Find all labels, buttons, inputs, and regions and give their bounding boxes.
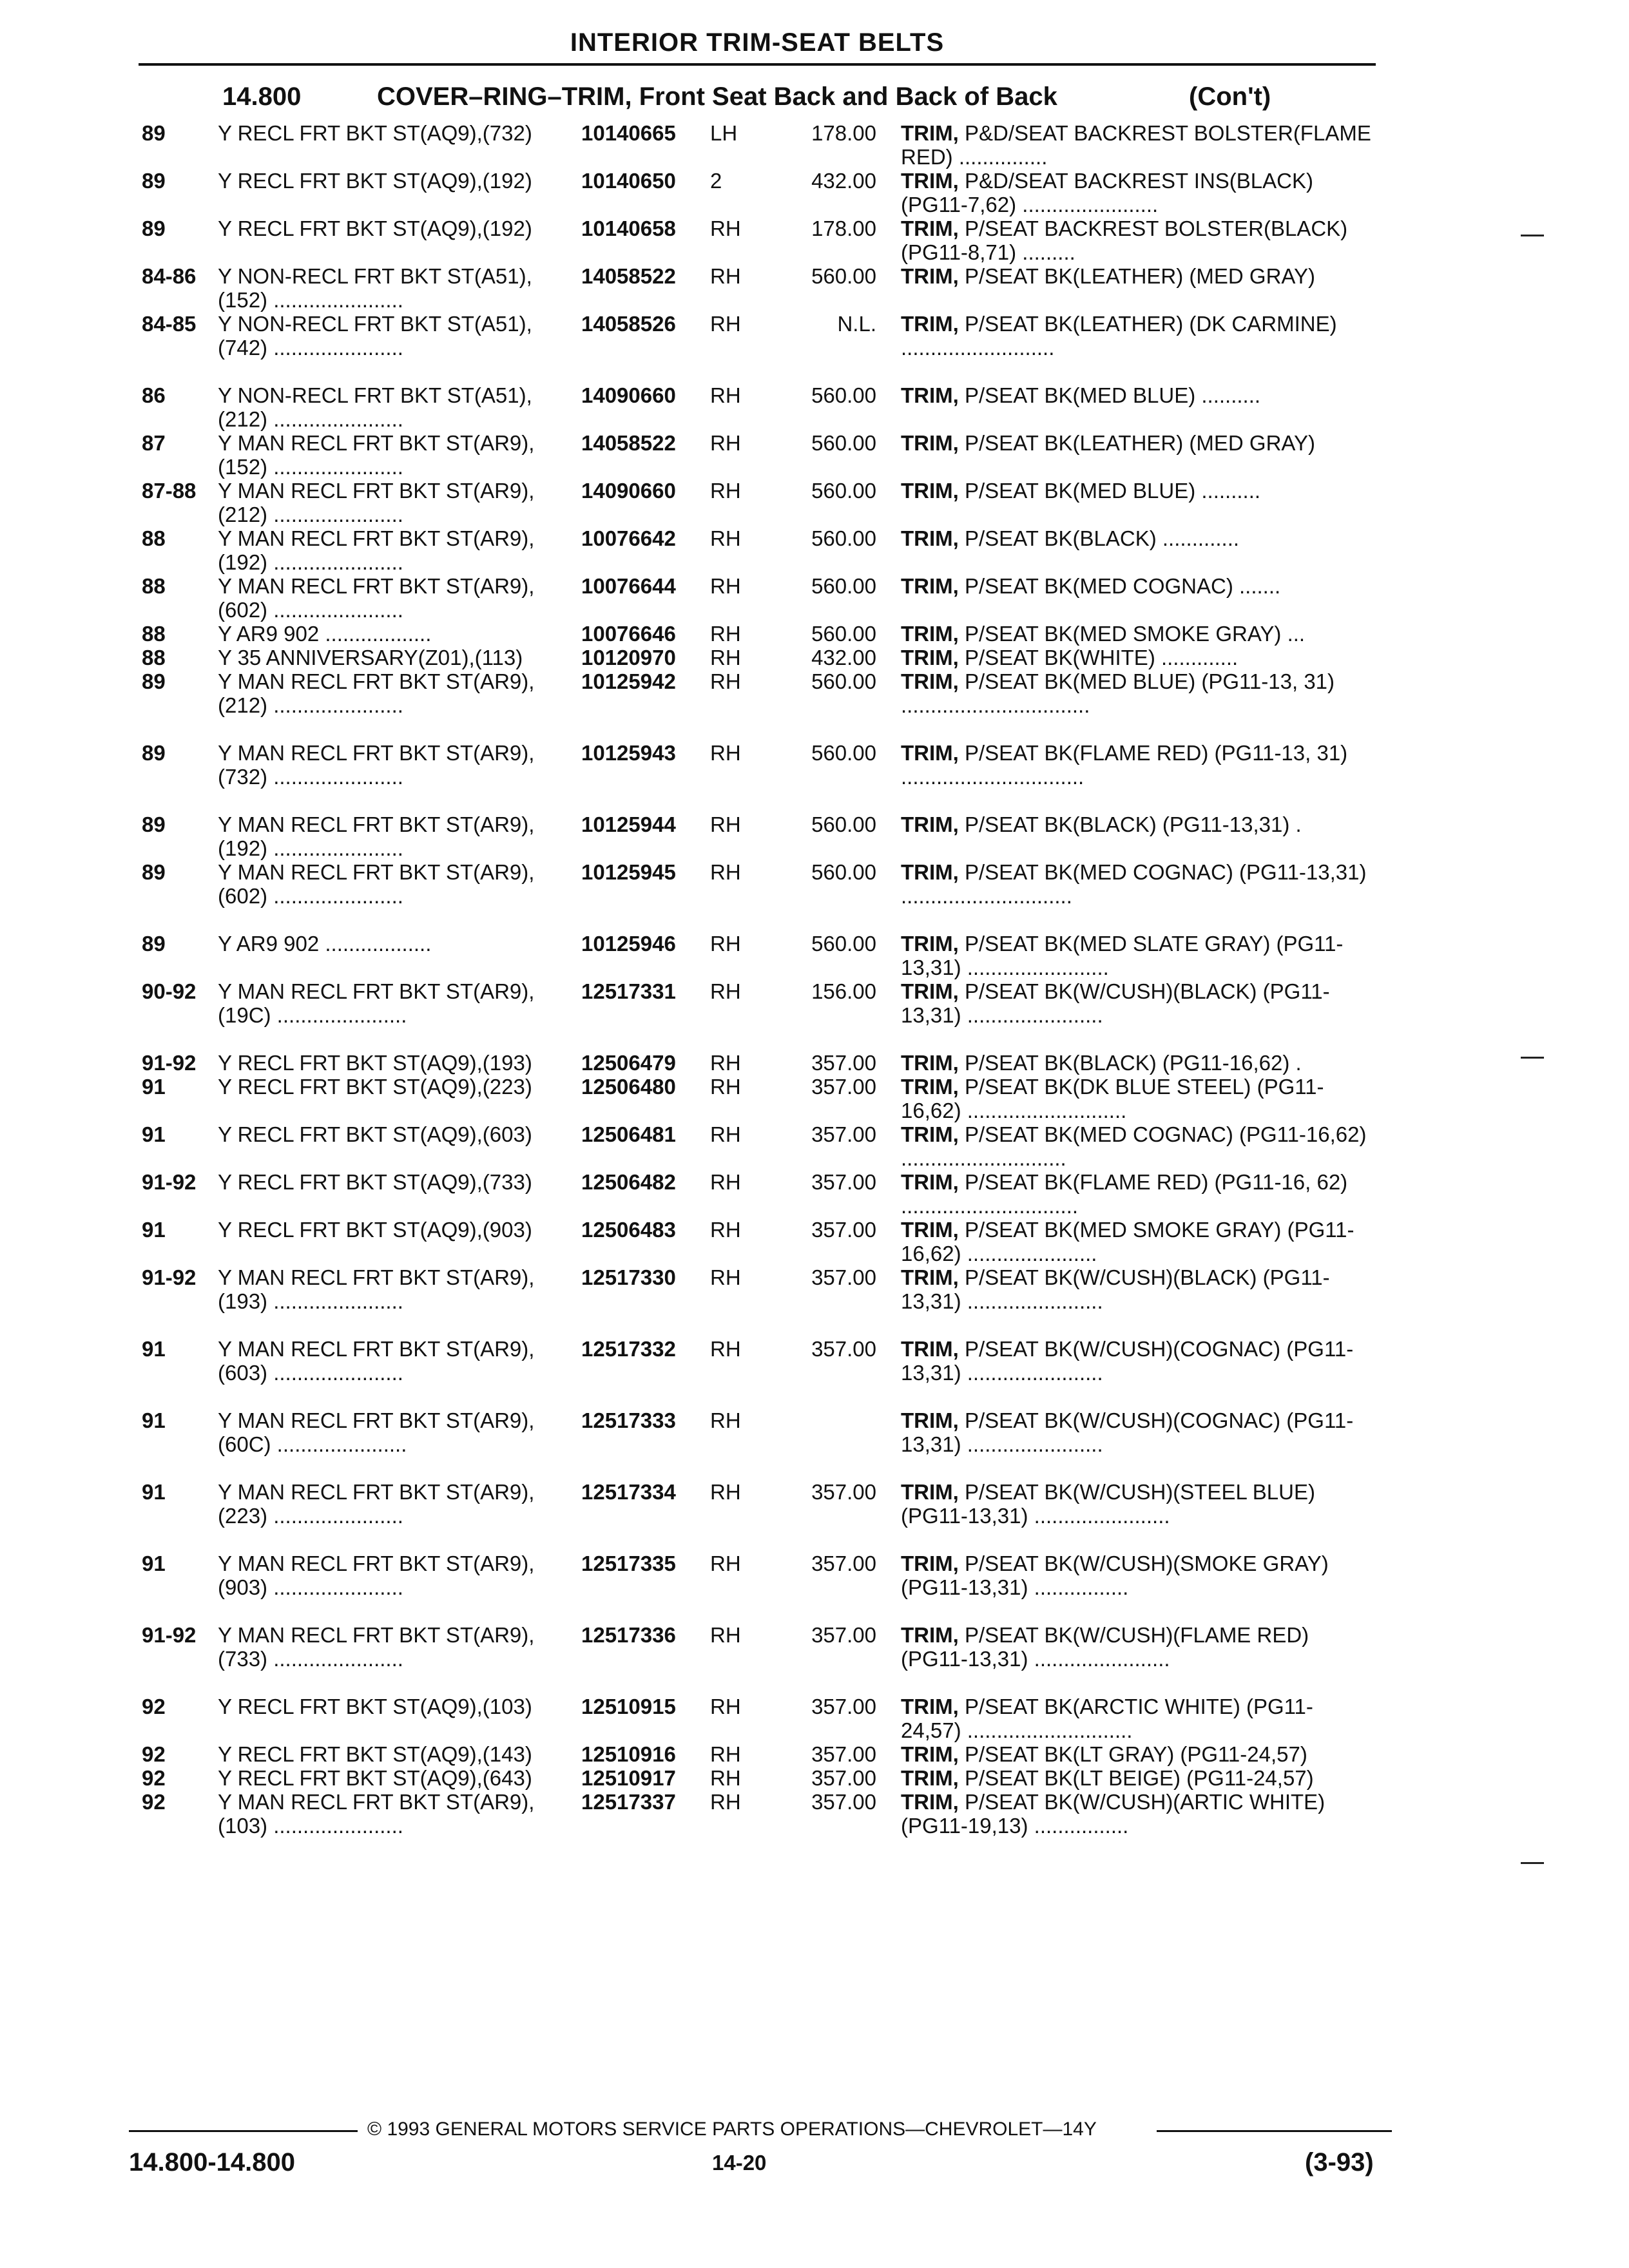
entry-trim-text: P/SEAT BK(W/CUSH)(ARTIC WHITE) (PG11-19,13) ................: [901, 1790, 1325, 1838]
entry-year: 89: [142, 216, 166, 240]
entry-trim-text: P/SEAT BK(WHITE) .............: [958, 646, 1239, 669]
entry-trim-description: [901, 979, 1371, 1027]
entry-price: 432.00: [811, 646, 876, 669]
entry-part-number: 14090660: [581, 479, 676, 503]
entry-description: Y MAN RECL FRT BKT ST(AR9), (212) ......................: [218, 479, 535, 526]
entry-year: 91: [142, 1552, 166, 1575]
footer-page-number: 14-20: [712, 2151, 767, 2175]
entry-part-number: 10125943: [581, 741, 676, 765]
entry-trim-head: TRIM,: [901, 1790, 959, 1814]
entry-price: 357.00: [811, 1265, 876, 1289]
entry-year: 87-88: [142, 479, 197, 503]
entry-side-quantity: RH: [710, 216, 741, 240]
entry-price: 357.00: [811, 1742, 876, 1766]
section-continued: (Con't): [1189, 82, 1271, 111]
entry-trim-head: TRIM,: [901, 860, 959, 884]
entry-trim-description: [901, 216, 1371, 264]
page-header-title: INTERIOR TRIM-SEAT BELTS: [570, 28, 945, 57]
section-number: 14.800: [222, 82, 302, 111]
section-name: COVER–RING–TRIM, Front Seat Back and Back of Back: [377, 82, 1057, 111]
entry-trim-head: TRIM,: [901, 741, 959, 765]
entry-trim-head: TRIM,: [901, 1695, 959, 1718]
entry-price: 432.00: [811, 169, 876, 193]
entry-year: 92: [142, 1742, 166, 1766]
entry-price: 357.00: [811, 1695, 876, 1718]
entry-year: 89: [142, 121, 166, 145]
entry-side-quantity: RH: [710, 741, 741, 765]
entry-part-number: 12517337: [581, 1790, 676, 1814]
entry-side-quantity: 2: [710, 169, 722, 193]
entry-side-quantity: RH: [710, 264, 741, 288]
entry-trim-text: P/SEAT BK(W/CUSH)(BLACK) (PG11-13,31) .......................: [901, 1265, 1330, 1313]
entry-trim-description: [901, 1337, 1371, 1385]
entry-price: 178.00: [811, 121, 876, 145]
entry-side-quantity: RH: [710, 1051, 741, 1075]
entry-year: 91-92: [142, 1051, 197, 1075]
entry-description: Y RECL FRT BKT ST(AQ9),(192): [218, 216, 532, 240]
entry-trim-text: P/SEAT BACKREST BOLSTER(BLACK) (PG11-8,71) .........: [901, 216, 1348, 264]
entry-trim-description: [901, 526, 1371, 550]
entry-trim-description: [901, 1766, 1371, 1790]
entry-description: Y MAN RECL FRT BKT ST(AR9), (212) ......................: [218, 669, 535, 717]
entry-trim-head: TRIM,: [901, 1218, 959, 1242]
entry-side-quantity: RH: [710, 1695, 741, 1718]
entry-price: 560.00: [811, 526, 876, 550]
entry-price: 357.00: [811, 1218, 876, 1242]
entry-description: Y 35 ANNIVERSARY(Z01),(113): [218, 646, 523, 669]
footer-copyright: © 1993 GENERAL MOTORS SERVICE PARTS OPERATIONS—CHEVROLET—14Y: [367, 2119, 1097, 2140]
entry-part-number: 12510915: [581, 1695, 676, 1718]
entry-trim-description: [901, 812, 1371, 836]
entry-year: 89: [142, 812, 166, 836]
entry-trim-text: P/SEAT BK(MED SLATE GRAY) (PG11-13,31) ........................: [901, 932, 1344, 979]
entry-part-number: 14058526: [581, 312, 676, 336]
entry-side-quantity: LH: [710, 121, 738, 145]
entry-price: 560.00: [811, 431, 876, 455]
margin-mark: [1521, 1057, 1544, 1059]
entry-trim-head: TRIM,: [901, 1552, 959, 1575]
entry-year: 89: [142, 741, 166, 765]
entry-trim-head: TRIM,: [901, 264, 959, 288]
entry-trim-text: P/SEAT BK(BLACK) (PG11-13,31) .: [958, 812, 1302, 836]
entry-side-quantity: RH: [710, 431, 741, 455]
entry-side-quantity: RH: [710, 383, 741, 407]
entry-part-number: 12517335: [581, 1552, 676, 1575]
entry-trim-text: P/SEAT BK(W/CUSH)(BLACK) (PG11-13,31) .......................: [901, 979, 1330, 1027]
entry-description: Y RECL FRT BKT ST(AQ9),(192): [218, 169, 532, 193]
entry-side-quantity: RH: [710, 1218, 741, 1242]
entry-description: Y RECL FRT BKT ST(AQ9),(603): [218, 1122, 532, 1146]
entry-part-number: 10140665: [581, 121, 676, 145]
entry-description: Y MAN RECL FRT BKT ST(AR9), (192) ......................: [218, 526, 535, 574]
entry-year: 88: [142, 646, 166, 669]
entry-trim-head: TRIM,: [901, 1623, 959, 1647]
entry-trim-text: P/SEAT BK(MED SMOKE GRAY) ...: [958, 622, 1306, 646]
entry-side-quantity: RH: [710, 979, 741, 1003]
entry-price: 357.00: [811, 1480, 876, 1504]
entry-description: Y NON-RECL FRT BKT ST(A51), (742) ......................: [218, 312, 532, 360]
entry-trim-description: [901, 1480, 1371, 1528]
entry-side-quantity: RH: [710, 860, 741, 884]
footer-rule-right: [1157, 2130, 1392, 2132]
entry-part-number: 12517336: [581, 1623, 676, 1647]
entry-description: Y AR9 902 ..................: [218, 932, 432, 956]
entry-side-quantity: RH: [710, 1075, 741, 1099]
entry-year: 86: [142, 383, 166, 407]
entry-trim-description: [901, 121, 1371, 169]
entry-part-number: 12517330: [581, 1265, 676, 1289]
entry-trim-text: P/SEAT BK(W/CUSH)(STEEL BLUE) (PG11-13,31) .......................: [901, 1480, 1315, 1528]
entry-part-number: 12517334: [581, 1480, 676, 1504]
entry-trim-description: [901, 1265, 1371, 1313]
entry-year: 90-92: [142, 979, 197, 1003]
entry-trim-description: [901, 669, 1371, 717]
entry-description: Y MAN RECL FRT BKT ST(AR9), (603) ......................: [218, 1337, 535, 1385]
entry-side-quantity: RH: [710, 1766, 741, 1790]
entry-trim-description: [901, 431, 1371, 455]
entry-trim-description: [901, 1218, 1371, 1265]
entry-year: 91: [142, 1408, 166, 1432]
entry-part-number: 12510917: [581, 1766, 676, 1790]
footer-revision-date: (3-93): [1305, 2148, 1374, 2177]
entry-trim-description: [901, 1122, 1371, 1170]
entry-trim-head: TRIM,: [901, 216, 959, 240]
entry-year: 91: [142, 1480, 166, 1504]
entry-description: Y MAN RECL FRT BKT ST(AR9), (192) ......................: [218, 812, 535, 860]
entry-price: 357.00: [811, 1051, 876, 1075]
entry-trim-text: P/SEAT BK(LEATHER) (MED GRAY): [958, 431, 1315, 455]
entry-price: 357.00: [811, 1170, 876, 1194]
entry-trim-text: P/SEAT BK(MED SMOKE GRAY) (PG11-16,62) ......................: [901, 1218, 1354, 1265]
entry-year: 91: [142, 1122, 166, 1146]
entry-price: 178.00: [811, 216, 876, 240]
entry-description: Y MAN RECL FRT BKT ST(AR9), (103) ......................: [218, 1790, 535, 1838]
entry-description: Y MAN RECL FRT BKT ST(AR9), (732) ......................: [218, 741, 535, 789]
entry-description: Y MAN RECL FRT BKT ST(AR9), (60C) ......................: [218, 1408, 535, 1456]
entry-description: Y AR9 902 ..................: [218, 622, 432, 646]
entry-year: 91: [142, 1075, 166, 1099]
entry-part-number: 12506482: [581, 1170, 676, 1194]
entry-year: 88: [142, 574, 166, 598]
entry-side-quantity: RH: [710, 1170, 741, 1194]
entry-description: Y RECL FRT BKT ST(AQ9),(643): [218, 1766, 532, 1790]
entry-trim-text: P/SEAT BK(LEATHER) (MED GRAY): [958, 264, 1315, 288]
entry-part-number: 10076642: [581, 526, 676, 550]
entry-side-quantity: RH: [710, 812, 741, 836]
entry-price: 357.00: [811, 1766, 876, 1790]
entry-trim-text: P/SEAT BK(MED BLUE) ..........: [958, 479, 1261, 503]
entry-trim-head: TRIM,: [901, 646, 959, 669]
entry-year: 87: [142, 431, 166, 455]
entry-trim-text: P/SEAT BK(FLAME RED) (PG11-13, 31) ...............................: [901, 741, 1348, 789]
entry-trim-head: TRIM,: [901, 1337, 959, 1361]
entry-trim-head: TRIM,: [901, 979, 959, 1003]
entry-side-quantity: RH: [710, 1552, 741, 1575]
entry-side-quantity: RH: [710, 1480, 741, 1504]
entry-trim-head: TRIM,: [901, 383, 959, 407]
entry-price: 560.00: [811, 264, 876, 288]
entry-trim-head: TRIM,: [901, 1265, 959, 1289]
entry-year: 91: [142, 1337, 166, 1361]
entry-year: 91-92: [142, 1623, 197, 1647]
entry-price: 560.00: [811, 741, 876, 765]
entry-side-quantity: RH: [710, 932, 741, 956]
entry-year: 84-86: [142, 264, 197, 288]
entry-part-number: 12510916: [581, 1742, 676, 1766]
entry-trim-description: [901, 1623, 1371, 1671]
entry-trim-description: [901, 1552, 1371, 1599]
entry-part-number: 10140650: [581, 169, 676, 193]
entry-description: Y MAN RECL FRT BKT ST(AR9), (733) ......................: [218, 1623, 535, 1671]
entry-price: 357.00: [811, 1122, 876, 1146]
entry-side-quantity: RH: [710, 1265, 741, 1289]
entry-trim-description: [901, 312, 1371, 360]
entry-year: 89: [142, 669, 166, 693]
entry-trim-head: TRIM,: [901, 121, 959, 145]
entry-trim-description: [901, 169, 1371, 216]
entry-side-quantity: RH: [710, 1122, 741, 1146]
entry-trim-text: P/SEAT BK(BLACK) (PG11-16,62) .: [958, 1051, 1302, 1075]
entry-trim-description: [901, 1790, 1371, 1838]
entry-part-number: 12506483: [581, 1218, 676, 1242]
entry-trim-description: [901, 1051, 1371, 1075]
entry-trim-description: [901, 1075, 1371, 1122]
entry-trim-text: P/SEAT BK(ARCTIC WHITE) (PG11-24,57) ............................: [901, 1695, 1313, 1742]
entry-trim-description: [901, 932, 1371, 979]
entry-trim-text: P/SEAT BK(W/CUSH)(COGNAC) (PG11-13,31) .......................: [901, 1337, 1354, 1385]
entry-year: 88: [142, 526, 166, 550]
entry-trim-text: P/SEAT BK(LT GRAY) (PG11-24,57): [958, 1742, 1307, 1766]
entry-price: 357.00: [811, 1790, 876, 1814]
entry-price: 560.00: [811, 812, 876, 836]
entry-description: Y MAN RECL FRT BKT ST(AR9), (602) ......................: [218, 860, 535, 908]
entry-description: Y RECL FRT BKT ST(AQ9),(103): [218, 1695, 532, 1718]
entry-trim-head: TRIM,: [901, 1075, 959, 1099]
entry-part-number: 12517333: [581, 1408, 676, 1432]
entry-trim-head: TRIM,: [901, 1122, 959, 1146]
entry-part-number: 12506479: [581, 1051, 676, 1075]
entry-part-number: 14058522: [581, 264, 676, 288]
entry-year: 89: [142, 169, 166, 193]
entry-trim-head: TRIM,: [901, 169, 959, 193]
entry-description: Y RECL FRT BKT ST(AQ9),(143): [218, 1742, 532, 1766]
entry-part-number: 14058522: [581, 431, 676, 455]
entry-trim-text: P/SEAT BK(FLAME RED) (PG11-16, 62) ..............................: [901, 1170, 1348, 1218]
entry-year: 89: [142, 860, 166, 884]
entry-year: 84-85: [142, 312, 197, 336]
entry-trim-head: TRIM,: [901, 1408, 959, 1432]
entry-side-quantity: RH: [710, 1623, 741, 1647]
margin-mark: [1521, 1862, 1544, 1864]
entry-year: 91: [142, 1218, 166, 1242]
entry-trim-head: TRIM,: [901, 479, 959, 503]
entry-part-number: 10140658: [581, 216, 676, 240]
entry-year: 89: [142, 932, 166, 956]
entry-trim-description: [901, 741, 1371, 789]
entry-part-number: 10076646: [581, 622, 676, 646]
entry-trim-head: TRIM,: [901, 431, 959, 455]
entry-price: 560.00: [811, 622, 876, 646]
entry-part-number: 10120970: [581, 646, 676, 669]
entry-trim-text: P/SEAT BK(LEATHER) (DK CARMINE) ..........................: [901, 312, 1337, 360]
entry-description: Y RECL FRT BKT ST(AQ9),(732): [218, 121, 532, 145]
entry-trim-description: [901, 574, 1371, 598]
entry-trim-head: TRIM,: [901, 1480, 959, 1504]
entry-trim-head: TRIM,: [901, 526, 959, 550]
entry-trim-description: [901, 622, 1371, 646]
entry-year: 88: [142, 622, 166, 646]
entry-trim-description: [901, 1742, 1371, 1766]
margin-mark: [1521, 235, 1544, 236]
entry-side-quantity: RH: [710, 1337, 741, 1361]
entry-part-number: 10076644: [581, 574, 676, 598]
entry-description: Y NON-RECL FRT BKT ST(A51), (212) ......................: [218, 383, 532, 431]
entry-trim-text: P/SEAT BK(MED COGNAC) (PG11-13,31) .............................: [901, 860, 1367, 908]
entry-part-number: 10125942: [581, 669, 676, 693]
entry-side-quantity: RH: [710, 1790, 741, 1814]
footer-rule-left: [129, 2130, 358, 2132]
entry-trim-head: TRIM,: [901, 622, 959, 646]
entry-year: 92: [142, 1790, 166, 1814]
entry-trim-head: TRIM,: [901, 669, 959, 693]
entry-side-quantity: RH: [710, 669, 741, 693]
entry-side-quantity: RH: [710, 622, 741, 646]
entry-trim-text: P/SEAT BK(W/CUSH)(FLAME RED) (PG11-13,31) .......................: [901, 1623, 1309, 1671]
entry-trim-head: TRIM,: [901, 812, 959, 836]
entry-description: Y MAN RECL FRT BKT ST(AR9), (19C) ......................: [218, 979, 535, 1027]
entry-price: 560.00: [811, 479, 876, 503]
entry-trim-text: P/SEAT BK(MED BLUE) ..........: [958, 383, 1261, 407]
entry-part-number: 10125945: [581, 860, 676, 884]
entry-price: N.L.: [837, 312, 876, 336]
entry-description: Y RECL FRT BKT ST(AQ9),(903): [218, 1218, 532, 1242]
entry-trim-description: [901, 860, 1371, 908]
entry-price: 357.00: [811, 1075, 876, 1099]
entry-price: 560.00: [811, 932, 876, 956]
entry-trim-text: P/SEAT BK(LT BEIGE) (PG11-24,57): [958, 1766, 1314, 1790]
entry-description: Y RECL FRT BKT ST(AQ9),(733): [218, 1170, 532, 1194]
entry-price: 357.00: [811, 1623, 876, 1647]
entry-trim-text: P/SEAT BK(MED COGNAC) (PG11-16,62) ............................: [901, 1122, 1367, 1170]
entry-year: 91-92: [142, 1170, 197, 1194]
entry-description: Y RECL FRT BKT ST(AQ9),(223): [218, 1075, 532, 1099]
entry-side-quantity: RH: [710, 574, 741, 598]
entry-side-quantity: RH: [710, 526, 741, 550]
entry-trim-description: [901, 264, 1371, 288]
entry-part-number: 10125946: [581, 932, 676, 956]
entry-trim-description: [901, 479, 1371, 503]
entry-price: 560.00: [811, 860, 876, 884]
entry-description: Y NON-RECL FRT BKT ST(A51), (152) ......................: [218, 264, 532, 312]
entry-side-quantity: RH: [710, 646, 741, 669]
entry-trim-text: P/SEAT BK(DK BLUE STEEL) (PG11-16,62) ...........................: [901, 1075, 1324, 1122]
entry-trim-description: [901, 646, 1371, 669]
entry-year: 92: [142, 1695, 166, 1718]
entry-side-quantity: RH: [710, 312, 741, 336]
entry-part-number: 10125944: [581, 812, 676, 836]
entry-part-number: 12506481: [581, 1122, 676, 1146]
entry-trim-text: P/SEAT BK(BLACK) .............: [958, 526, 1240, 550]
entry-trim-text: P&D/SEAT BACKREST INS(BLACK) (PG11-7,62) .......................: [901, 169, 1313, 216]
entry-description: Y MAN RECL FRT BKT ST(AR9), (193) ......................: [218, 1265, 535, 1313]
entry-trim-text: P/SEAT BK(W/CUSH)(SMOKE GRAY) (PG11-13,31) ................: [901, 1552, 1329, 1599]
entry-price: 357.00: [811, 1552, 876, 1575]
entry-year: 92: [142, 1766, 166, 1790]
entry-trim-head: TRIM,: [901, 312, 959, 336]
entry-side-quantity: RH: [710, 1408, 741, 1432]
entry-trim-head: TRIM,: [901, 574, 959, 598]
entry-trim-head: TRIM,: [901, 932, 959, 956]
entry-trim-text: P/SEAT BK(MED BLUE) (PG11-13, 31) ................................: [901, 669, 1335, 717]
entry-trim-head: TRIM,: [901, 1170, 959, 1194]
entry-trim-text: P/SEAT BK(MED COGNAC) .......: [958, 574, 1281, 598]
entry-side-quantity: RH: [710, 479, 741, 503]
entry-trim-description: [901, 383, 1371, 407]
entry-description: Y RECL FRT BKT ST(AQ9),(193): [218, 1051, 532, 1075]
entry-description: Y MAN RECL FRT BKT ST(AR9), (903) ......................: [218, 1552, 535, 1599]
entry-price: 156.00: [811, 979, 876, 1003]
entry-trim-text: P/SEAT BK(W/CUSH)(COGNAC) (PG11-13,31) .......................: [901, 1408, 1354, 1456]
entry-trim-description: [901, 1408, 1371, 1456]
entry-trim-description: [901, 1695, 1371, 1742]
entry-price: 560.00: [811, 669, 876, 693]
entry-part-number: 12506480: [581, 1075, 676, 1099]
entry-trim-head: TRIM,: [901, 1766, 959, 1790]
entry-description: Y MAN RECL FRT BKT ST(AR9), (223) ......................: [218, 1480, 535, 1528]
footer-section-range: 14.800-14.800: [129, 2148, 296, 2177]
entry-part-number: 14090660: [581, 383, 676, 407]
entry-trim-description: [901, 1170, 1371, 1218]
entry-description: Y MAN RECL FRT BKT ST(AR9), (152) ......................: [218, 431, 535, 479]
entry-price: 560.00: [811, 574, 876, 598]
entry-price: 357.00: [811, 1337, 876, 1361]
entry-trim-head: TRIM,: [901, 1742, 959, 1766]
entry-part-number: 12517332: [581, 1337, 676, 1361]
entry-part-number: 12517331: [581, 979, 676, 1003]
entry-price: 560.00: [811, 383, 876, 407]
entry-year: 91-92: [142, 1265, 197, 1289]
entry-trim-head: TRIM,: [901, 1051, 959, 1075]
entry-side-quantity: RH: [710, 1742, 741, 1766]
entry-trim-text: P&D/SEAT BACKREST BOLSTER(FLAME RED) ...............: [901, 121, 1371, 169]
entry-description: Y MAN RECL FRT BKT ST(AR9), (602) ......................: [218, 574, 535, 622]
